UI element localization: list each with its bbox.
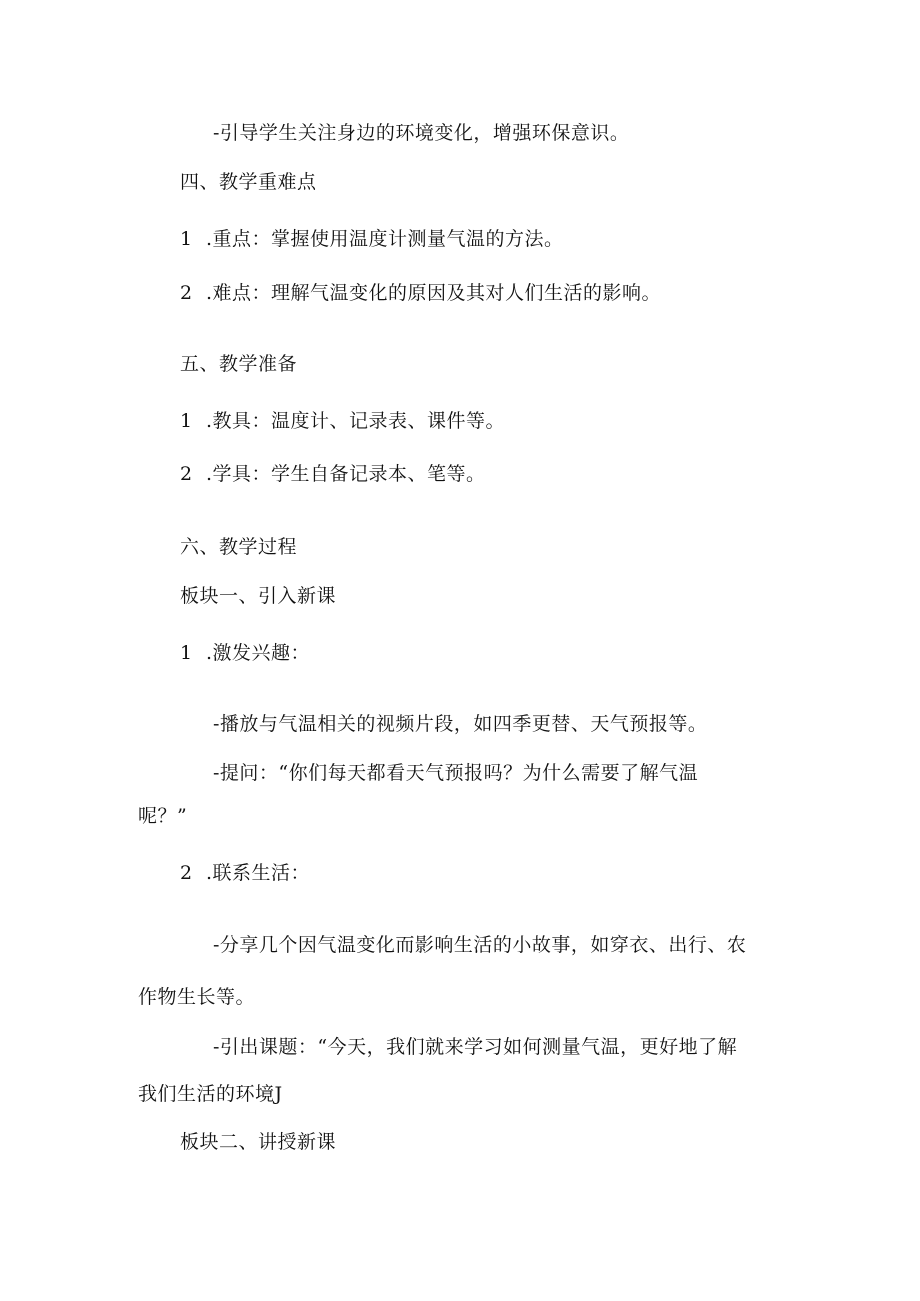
bullet-share-stories-continued: 作物生长等。 — [138, 986, 256, 1008]
list-text: .难点：理解气温变化的原因及其对人们生活的影响。 — [206, 282, 662, 304]
bullet-ask-question-continued: 呢？” — [138, 805, 188, 827]
list-number: 2 — [180, 463, 193, 485]
bullet-introduce-topic: -引出课题：“今天，我们就来学习如何测量气温，更好地了解 — [213, 1036, 738, 1058]
list-text: .激发兴趣： — [206, 642, 311, 664]
section-teach-new-lesson: 板块二、讲授新课 — [180, 1131, 337, 1153]
list-item-student-tools — [180, 463, 486, 485]
bullet-introduce-topic-continued: 我们生活的环境J — [138, 1083, 283, 1105]
list-item-teaching-tools — [180, 410, 505, 432]
list-number: 2 — [180, 282, 193, 304]
list-number: 1 — [180, 642, 193, 664]
bullet-env-awareness: -引导学生关注身边的环境变化，增强环保意识。 — [213, 122, 630, 144]
list-number: 1 — [180, 228, 193, 250]
list-item-key-point — [180, 228, 564, 250]
list-number: 1 — [180, 410, 193, 432]
list-text: .联系生活： — [206, 862, 311, 884]
list-item-spark-interest — [180, 642, 310, 664]
list-item-connect-life — [180, 862, 310, 884]
list-number: 2 — [180, 862, 193, 884]
bullet-play-video: -播放与气温相关的视频片段，如四季更替、天气预报等。 — [213, 713, 708, 735]
bullet-share-stories: -分享几个因气温变化而影响生活的小故事，如穿衣、出行、农 — [213, 934, 747, 956]
list-text: .教具：温度计、记录表、课件等。 — [206, 410, 506, 432]
heading-key-difficult-points: 四、教学重难点 — [180, 171, 317, 193]
list-text: .学具：学生自备记录本、笔等。 — [206, 463, 486, 485]
heading-teaching-process: 六、教学过程 — [180, 536, 298, 558]
heading-teaching-preparation: 五、教学准备 — [180, 353, 298, 375]
section-intro-new-lesson: 板块一、引入新课 — [180, 585, 337, 607]
bullet-ask-question: -提问：“你们每天都看天气预报吗？为什么需要了解气温 — [213, 762, 699, 784]
list-text: .重点：掌握使用温度计测量气温的方法。 — [206, 228, 564, 250]
list-item-difficult-point — [180, 282, 661, 304]
